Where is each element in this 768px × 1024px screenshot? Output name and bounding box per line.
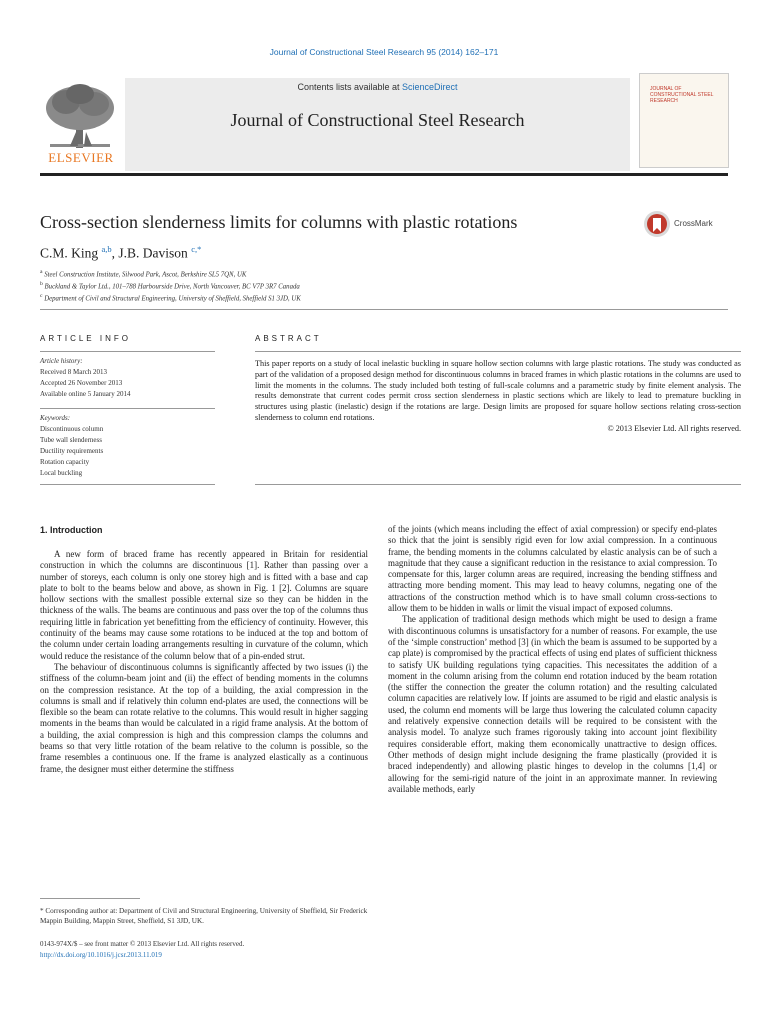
publisher-name: ELSEVIER	[48, 150, 114, 165]
author-list	[40, 244, 201, 262]
history-item: Available online 5 January 2014	[40, 390, 131, 398]
abstract-body	[255, 359, 741, 435]
affiliation-rule	[40, 309, 728, 310]
paragraph: The application of traditional design methods which might be used to design a frame with discontinuous columns is unsatisfactory for a number of reasons. For example, the use of the ‘simple construction’ method [3] (in which the beam is assumed to be supported by a cap plate) is compromised by the practical effects of using end plates of sufficient thickness to satisfy UK building regulations tying capacities. This necessitates the addition of a moment in the column arising from the column end rotation induced by the beam rotation (the stiffer the connection the greater the column rotation) and the resulting calculated column capacities are relatively low. If joints are assumed to be rigid and elastic analysis is used, the column end moments will be large thus lowering the calculated column capacity and relatively expensive connection details will be required to be consistent with the analysis model. To analyze such frames rigorously taking into account joint flexibility requires considerable effort, making them economically unattractive to design offices. Other methods of design might include designing the frame plastically (provided it is braced independently) and allowing plastic hinges to develop in the columns [1,4] or allowing for the semi-rigid nature of the joint in an approximate manner. In reviewing available methods, early	[388, 614, 717, 794]
keyword: Ductility requirements	[40, 447, 104, 455]
article-title: Cross-section slenderness limits for columns with plastic rotations	[40, 212, 518, 232]
article-info-bottom-rule	[40, 484, 215, 485]
abstract-rule	[255, 351, 741, 352]
history-label: Article history:	[40, 357, 83, 365]
affiliation	[40, 269, 246, 278]
history-item: Accepted 26 November 2013	[40, 379, 123, 387]
affiliation-text: Buckland & Taylor Ltd., 101–788 Harbourside Drive, North Vancouver, BC V7P 3R7 Canada	[42, 283, 300, 291]
cover-title: JOURNAL OF CONSTRUCTIONAL STEEL RESEARCH	[650, 86, 714, 104]
contents-prefix: Contents lists available at	[297, 82, 403, 92]
issn-block	[40, 939, 244, 961]
issn-line: 0143-974X/$ – see front matter © 2013 Elsevier Ltd. All rights reserved.	[40, 940, 245, 948]
affiliation-text: Department of Civil and Structural Engineering, University of Sheffield, Sheffield S1 3JD, UK	[42, 295, 301, 303]
paragraph: of the joints (which means including the effect of axial compression) or specify end-plates so thick that the joint is sensibly rigid even for low axial compression. In a continuous frame, the bending moments in the columns calculated by elastic analysis can be of such a magnitude that they cause a significant reduction in the resistance to axial compression. To compensate for this, larger column areas are required, increasing the bending stiffness and attracting more bending moment. This may lead to heavy columns, negating one of the attractions of the construction method which is to have small column cross-sections to allow them to be hidden in walls or limit the visual impact of exposed columns.	[388, 524, 717, 614]
abstract-bottom-rule	[255, 484, 741, 485]
sciencedirect-link[interactable]: ScienceDirect	[402, 82, 458, 92]
keyword: Discontinuous column	[40, 425, 104, 433]
article-info-heading: ARTICLE INFO	[40, 334, 131, 343]
affiliation-text: Steel Construction Institute, Silwood Park, Ascot, Berkshire SL5 7QN, UK	[42, 271, 247, 279]
author-name: , J.B. Davison	[111, 245, 192, 261]
abstract-heading: ABSTRACT	[255, 334, 322, 343]
section-heading-introduction: 1. Introduction	[40, 525, 103, 535]
crossmark-icon	[643, 210, 671, 238]
journal-title: Journal of Constructional Steel Research	[230, 110, 525, 130]
keyword: Tube wall slenderness	[40, 436, 102, 444]
paragraph: The behaviour of discontinuous columns is significantly affected by two issues (i) the stiffness of the column-beam joint and (ii) the effect of bending moments in the columns on the compression resistance. At the top of a building, the axial compression in the columns is small and if relatively thin column end-plates are used, the connections will be flexible so the beam can rotate relative to the columns. This would result in higher sagging moments in the beams than would be calculated in a rigid frame analysis. At the bottom of a building, the axial compression is high and this compression clamps the columns and beams so that very little rotation of the beam relative to the column is possible, so the frame resembles a continuous one. If the frame is analyzed elastically as a continuous frame, the designer must either determine the stiffness	[40, 661, 368, 774]
author-affiliation-link[interactable]: c,*	[191, 244, 202, 254]
keywords-label: Keywords:	[40, 414, 71, 422]
keywords	[40, 413, 220, 479]
footnote-rule	[40, 898, 140, 899]
contents-line	[125, 82, 630, 92]
keyword: Local buckling	[40, 469, 83, 477]
crossmark-badge[interactable]	[643, 210, 729, 238]
affiliation	[40, 281, 300, 290]
author-name: C.M. King	[40, 245, 102, 261]
crossmark-label: CrossMark	[674, 219, 713, 228]
article-info-rule	[40, 351, 215, 352]
header-rule	[40, 173, 728, 176]
journal-reference[interactable]: Journal of Constructional Steel Research 95 (2014) 162–171	[269, 47, 499, 57]
history-item: Received 8 March 2013	[40, 368, 108, 376]
affiliation	[40, 293, 301, 302]
author-affiliation-link[interactable]: a,b	[101, 244, 112, 254]
affiliation-label: c	[40, 293, 43, 299]
keyword: Rotation capacity	[40, 458, 90, 466]
abstract-copyright: © 2013 Elsevier Ltd. All rights reserved.	[607, 423, 741, 433]
abstract-text: This paper reports on a study of local inelastic buckling in square hollow section columns with large plastic rotations. The study was conducted as part of the validation of a proposed design method for discontinuous columns in braced frames in which plastic rotations in the columns are used to limit the moments in the columns. The study included both testing of full-scale columns and a parametric study by finite element analysis. The results demonstrate that current codes permit cross section slenderness in plastic sections which are likely to lead to premature buckling in structures using plastic (inelastic) design if the rotations are large. Design limits are proposed for square hollow sections relating cross-section slenderness to column end rotations.	[255, 359, 741, 422]
affiliation-label: a	[40, 269, 43, 275]
doi-link[interactable]: http://dx.doi.org/10.1016/j.jcsr.2013.11.019	[40, 951, 162, 959]
body-column-right	[388, 524, 717, 795]
keywords-rule	[40, 408, 215, 409]
body-column-left	[40, 549, 368, 775]
affiliation-label: b	[40, 281, 43, 287]
paragraph: A new form of braced frame has recently appeared in Britain for residential construction in which the columns are discontinuous [1]. Rather than passing over a number of storeys, each column is only one storey high and is fitted with a base and cap plate to bolt to the beams below and above, as shown in Fig. 1 [2]. Columns are square hollow sections with the smallest possible external size so they can be hidden in the thickness of the walls. The beams are continuous and pass over the top of the columns thus requiring little in fabrication yet benefitting from the efficiency of continuity. However, this continuity of the beams may cause some rotations to be induced at the top and bottom of the column under certain loading arrangements resulting in curvature of the column, which would reduce the resistance of the column below that of a pin-ended strut.	[40, 549, 368, 661]
journal-cover[interactable]	[639, 73, 729, 168]
corresponding-author-footnote: * Corresponding author at: Department of Civil and Structural Engineering, University of Sheffield, Sir Frederick Mappin Building, Mappin Street, Sheffield, S1 3JD, UK.	[40, 907, 368, 925]
article-history	[40, 356, 220, 400]
